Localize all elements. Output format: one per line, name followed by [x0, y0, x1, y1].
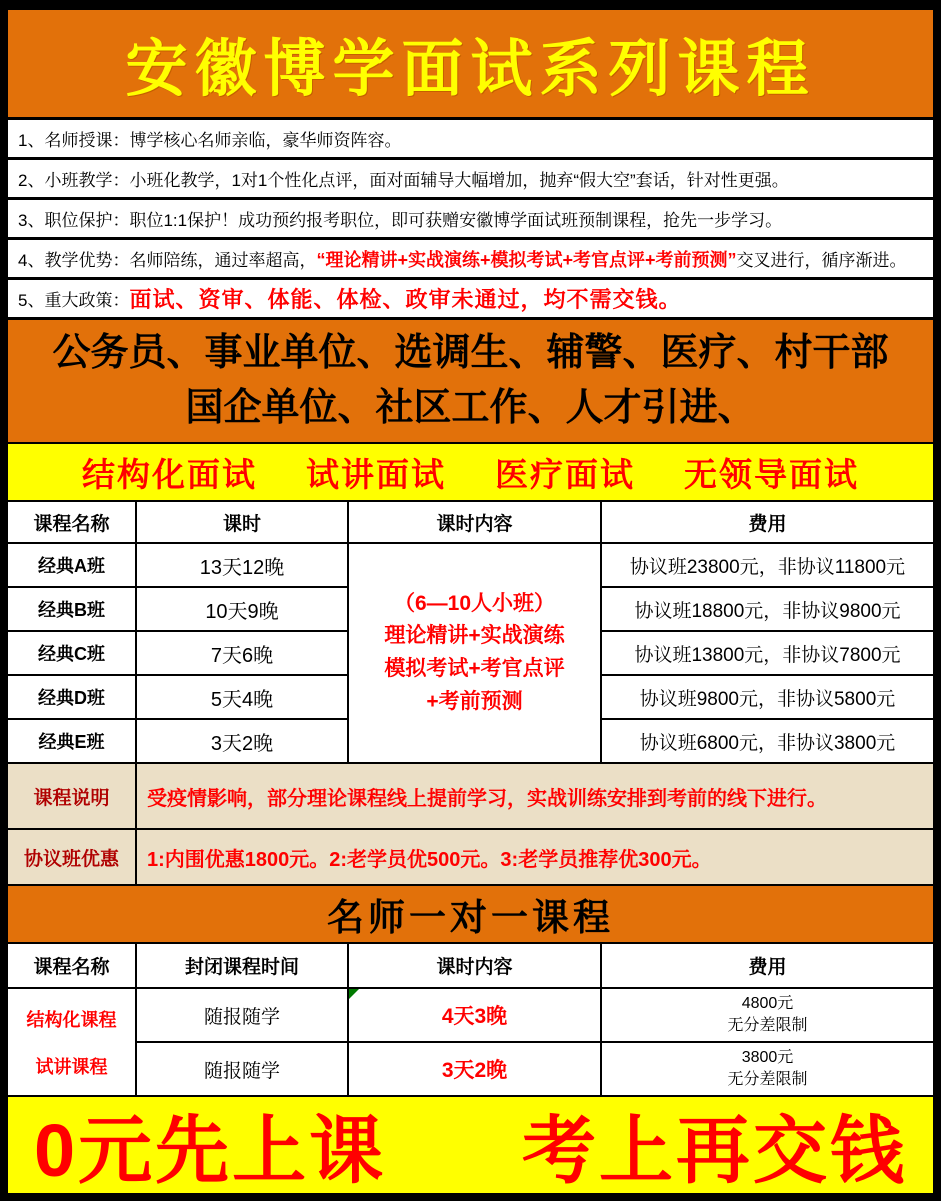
- content-line: +考前预测: [426, 689, 523, 713]
- class-fee: 协议班18800元，非协议9800元: [602, 588, 933, 630]
- interview-type: 结构化面试: [82, 455, 257, 493]
- course-name: 试讲课程: [35, 1056, 108, 1077]
- feature-prefix: 3、职位保护：: [18, 211, 130, 230]
- footer-slogan: [8, 1097, 933, 1193]
- page-title: 安徽博学面试系列课程: [125, 35, 816, 104]
- note-text: 1:内围优惠1800元。2:老学员优500元。3:老学员推荐优300元。: [137, 830, 933, 884]
- note-label: 协议班优惠: [8, 830, 135, 884]
- feature-prefix: 4、教学优势：: [18, 251, 130, 270]
- course-hours: [349, 1043, 600, 1095]
- course-fee: [602, 1043, 933, 1095]
- one-on-one-title: 名师一对一课程: [327, 897, 614, 938]
- content-line: （6—10人小班）: [393, 591, 556, 615]
- column-header: 课时内容: [349, 944, 600, 987]
- column-header: 费用: [602, 944, 933, 987]
- content-line: 理论精讲+实战演练: [384, 624, 565, 648]
- course-content-cell: [349, 544, 600, 762]
- class-fee: 协议班13800元，非协议7800元: [602, 632, 933, 674]
- class-hours: 5天4晚: [137, 676, 347, 718]
- job-categories-line-2: 国企单位、社区工作、人才引进、: [185, 387, 756, 429]
- content-line: 模拟考试+考官点评: [384, 657, 565, 680]
- interview-types-bar: [8, 444, 933, 502]
- poster-content: [8, 10, 933, 1193]
- class-hours: 10天9晚: [137, 588, 347, 630]
- class-hours: 3天2晚: [137, 720, 347, 762]
- fee-note: 无分差限制: [727, 1017, 808, 1034]
- class-name: 经典C班: [8, 632, 135, 674]
- column-header: 课时: [137, 502, 347, 542]
- class-fee: 协议班6800元，非协议3800元: [602, 720, 933, 762]
- class-fee: 协议班9800元，非协议5800元: [602, 676, 933, 718]
- class-hours: 7天6晚: [137, 632, 347, 674]
- fee-amount: 4800元: [741, 995, 794, 1013]
- feature-highlight: 面试、资审、体能、体检、政审未通过，均不需交钱。: [129, 287, 682, 312]
- class-name: 经典E班: [8, 720, 135, 762]
- column-header: 课程名称: [8, 502, 135, 542]
- column-header: 费用: [602, 502, 933, 542]
- one-on-one-table: [8, 944, 933, 1097]
- feature-prefix: 1、名师授课：: [18, 131, 130, 150]
- column-header: 封闭课程时间: [137, 944, 347, 987]
- slogan-left: 0元先上课: [34, 1109, 387, 1192]
- discount-row: [8, 830, 933, 886]
- column-header: 课程名称: [8, 944, 135, 987]
- feature-text: 博学核心名师亲临，豪华师资阵容。: [129, 131, 402, 150]
- class-name: 经典B班: [8, 588, 135, 630]
- fee-note: 无分差限制: [727, 1071, 808, 1088]
- course-table: [8, 502, 933, 764]
- feature-row-5: [8, 280, 933, 320]
- note-label: 课程说明: [8, 764, 135, 828]
- course-hours-text: 3天2晚: [441, 1059, 508, 1082]
- slogan-right: 考上再交钱: [522, 1109, 907, 1192]
- feature-suffix: 交叉进行，循序渐进。: [736, 251, 907, 270]
- class-hours: 13天12晚: [137, 544, 347, 586]
- feature-prefix: 2、小班教学：: [18, 171, 130, 190]
- course-time: 随报随学: [137, 1043, 347, 1095]
- course-hours: [349, 989, 600, 1041]
- course-fee: [602, 989, 933, 1041]
- one-on-one-banner: [8, 886, 933, 944]
- feature-row-3: [8, 200, 933, 240]
- feature-text: 小班化教学，1对1个性化点评，面对面辅导大幅增加，抛弃“假大空”套话，针对性更强。: [129, 171, 789, 190]
- course-time: 随报随学: [137, 989, 347, 1041]
- note-text: 受疫情影响，部分理论课程线上提前学习，实战训练安排到考前的线下进行。: [137, 764, 933, 828]
- course-description-row: [8, 764, 933, 830]
- class-name: 经典D班: [8, 676, 135, 718]
- class-fee: 协议班23800元，非协议11800元: [602, 544, 933, 586]
- job-categories-line-1: 公务员、事业单位、选调生、辅警、医疗、村干部: [52, 331, 889, 374]
- feature-highlight: “理论精讲+实战演练+模拟考试+考官点评+考前预测”: [316, 249, 737, 270]
- one-on-one-course-names: [8, 989, 135, 1095]
- interview-type: 无领导面试: [684, 455, 859, 493]
- feature-row-1: [8, 120, 933, 160]
- feature-row-2: [8, 160, 933, 200]
- feature-row-4: [8, 240, 933, 280]
- class-name: 经典A班: [8, 544, 135, 586]
- cell-corner-marker-icon: [349, 989, 359, 999]
- feature-text: 职位1:1保护！成功预约报考职位，即可获赠安徽博学面试班预制课程，抢先一步学习。: [129, 211, 783, 230]
- course-name: 结构化课程: [26, 1009, 117, 1030]
- job-categories-banner: [8, 320, 933, 444]
- fee-amount: 3800元: [741, 1049, 794, 1067]
- title-banner: [8, 10, 933, 120]
- feature-text: 名师陪练，通过率超高，: [129, 251, 317, 270]
- course-hours-text: 4天3晚: [441, 1005, 508, 1028]
- interview-type: 医疗面试: [495, 455, 635, 493]
- feature-prefix: 5、重大政策：: [18, 291, 130, 310]
- interview-type: 试讲面试: [306, 455, 446, 493]
- column-header: 课时内容: [349, 502, 600, 542]
